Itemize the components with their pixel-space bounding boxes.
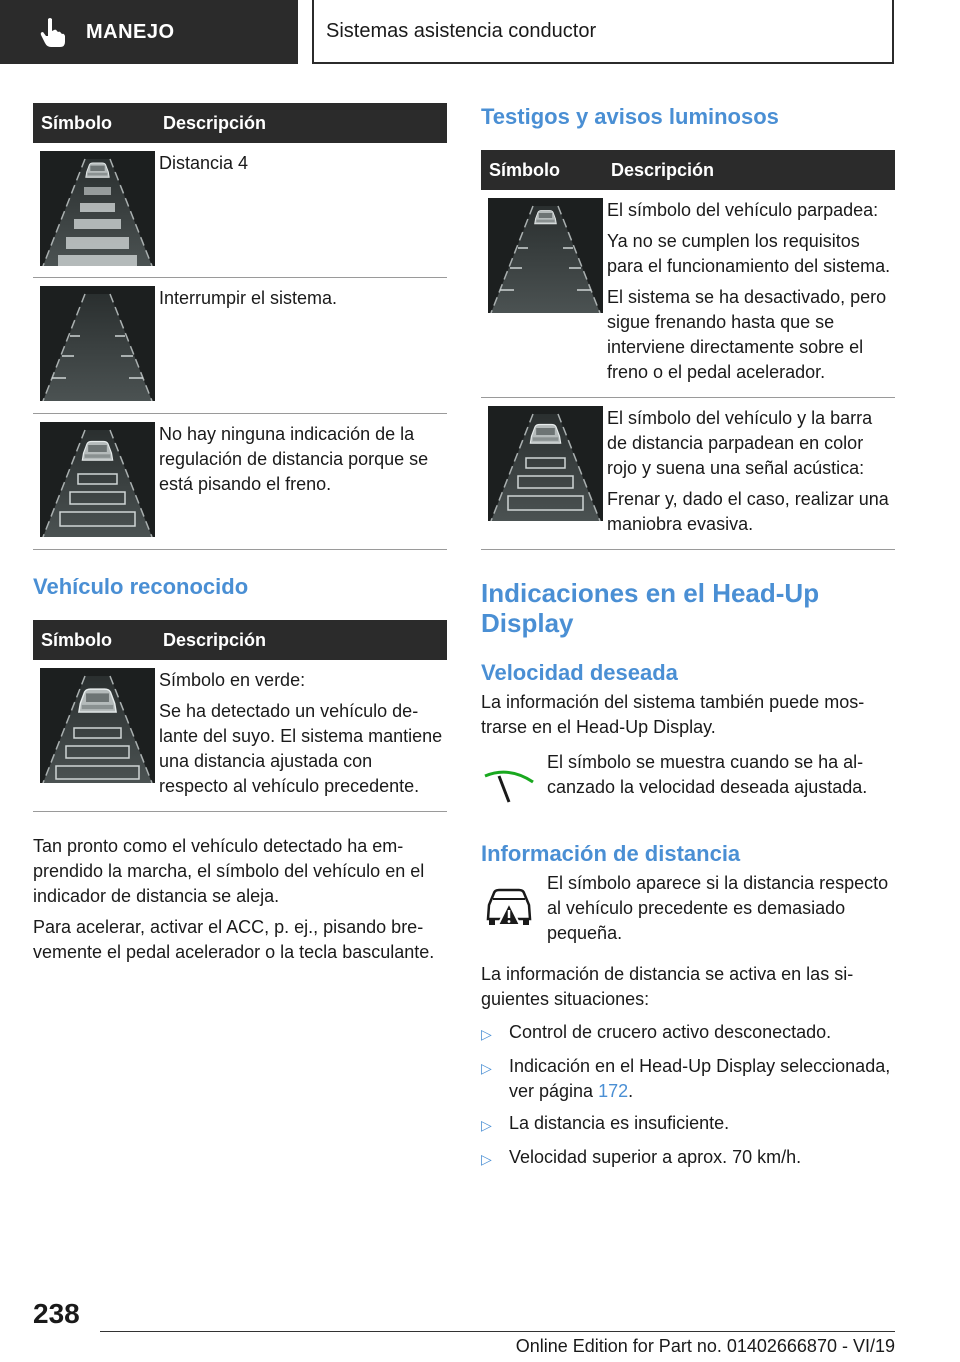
right-column — [481, 104, 895, 1179]
triangle-bullet-icon: ▷ — [481, 1026, 492, 1042]
triangle-bullet-icon: ▷ — [481, 1151, 492, 1167]
vehicle-detected-symbol-icon — [40, 668, 155, 783]
hand-pointer-icon — [36, 15, 70, 49]
row-description: Se ha detectado un vehículo delante del suyo. El sistema mantiene una distancia ajustada con respecto al vehículo precedente. — [159, 701, 443, 796]
table-row — [33, 143, 447, 278]
paragraph: La información del sistema también puede mostrarse en el Head-Up Display. — [481, 692, 865, 737]
row-description: Interrumpir el sistema. — [159, 288, 338, 308]
table-row — [33, 414, 447, 550]
list-item: ▷ Velocidad superior a aprox. 70 km/h. — [481, 1145, 895, 1172]
subsection-title-velocidad: Velocidad deseada — [481, 660, 678, 685]
table-row — [481, 398, 895, 550]
col-description-header: Descripción — [163, 112, 267, 133]
table-header — [33, 620, 447, 660]
page-reference-link[interactable]: 172 — [598, 1081, 629, 1101]
vehicle-flashing-symbol-icon — [488, 198, 603, 313]
subsection-title-distancia: Información de distancia — [481, 841, 741, 866]
symbol-table-distance — [33, 103, 447, 550]
row-description: No hay ninguna indicación de la regulación de distancia porque se está pisando el freno. — [159, 424, 429, 494]
distance-warning-symbol-icon — [488, 406, 603, 521]
row-description: El símbolo del vehículo parpadea: — [607, 200, 879, 220]
row-description: Frenar y, dado el caso, realizar una maniobra evasiva. — [607, 489, 889, 534]
icon-description: El símbolo se muestra cuando se ha alcanzado la velocidad deseada ajustada. — [547, 752, 868, 797]
list-item: ▷ Indicación en el Head-Up Display seleccionada, ver página 172. — [481, 1054, 895, 1104]
hud-speed-info — [481, 750, 895, 817]
footer-divider — [100, 1331, 895, 1332]
distance-4-symbol-icon — [40, 151, 155, 266]
symbol-table-warnings — [481, 150, 895, 550]
chapter-tab[interactable] — [0, 0, 298, 64]
col-description-header: Descripción — [163, 629, 267, 650]
col-symbol-header: Símbolo — [41, 629, 112, 650]
list-item: ▷ Control de crucero activo desconectado. — [481, 1020, 895, 1047]
symbol-table-vehicle — [33, 620, 447, 812]
left-column — [33, 103, 447, 965]
page-number: 238 — [33, 1298, 80, 1329]
row-description: Símbolo en verde: — [159, 670, 306, 690]
table-row — [33, 660, 447, 812]
row-description: El sistema se ha desactivado, pero sigue frenando hasta que se interviene directamente sobre el freno o el pedal acelerador. — [607, 287, 887, 382]
table-row — [481, 190, 895, 398]
row-description: Ya no se cumplen los requisitos para el funcionamiento del sistema. — [607, 231, 891, 276]
brake-pressed-symbol-icon — [40, 422, 155, 537]
distance-warning-car-icon — [481, 879, 537, 935]
list-item: ▷ La distancia es insuficiente. — [481, 1111, 895, 1138]
triangle-bullet-icon: ▷ — [481, 1060, 492, 1076]
table-header — [33, 103, 447, 143]
paragraph: La información de distancia se activa en las siguientes situaciones: — [481, 964, 854, 1009]
icon-description: El símbolo aparece si la distancia respecto al vehículo precedente es demasiado pequeña. — [547, 873, 889, 943]
col-symbol-header: Símbolo — [41, 112, 112, 133]
section-header — [312, 0, 894, 64]
paragraph: Para acelerar, activar el ACC, p. ej., pisando brevemente el pedal acelerador o la tecla basculante. — [33, 917, 435, 962]
section-title-testigos: Testigos y avisos luminosos — [481, 104, 779, 129]
paragraph: Tan pronto como el vehículo detectado ha emprendido la marcha, el símbolo del vehículo en el indicador de distancia se aleja. — [33, 836, 425, 906]
section-title-hud: Indicaciones en el Head-Up Display — [481, 578, 820, 638]
col-description-header: Descripción — [611, 159, 715, 180]
section-label: Sistemas asistencia conductor — [326, 19, 597, 42]
row-description: El símbolo del vehículo y la barra de distancia parpadean en color rojo y suena una señal acústica: — [607, 408, 873, 478]
system-interrupted-symbol-icon — [40, 286, 155, 401]
row-description: Distancia 4 — [159, 153, 249, 173]
table-header — [481, 150, 895, 190]
condition-list — [481, 1020, 895, 1172]
section-title-vehiculo: Vehículo reconocido — [33, 574, 249, 599]
triangle-bullet-icon: ▷ — [481, 1117, 492, 1133]
footer-edition: Online Edition for Part no. 01402666870 - VI/19 — [515, 1336, 895, 1356]
hud-distance-info — [481, 871, 895, 946]
col-symbol-header: Símbolo — [489, 159, 560, 180]
table-row — [33, 278, 447, 414]
chapter-label: MANEJO — [86, 20, 175, 43]
speed-reached-icon — [481, 756, 537, 812]
